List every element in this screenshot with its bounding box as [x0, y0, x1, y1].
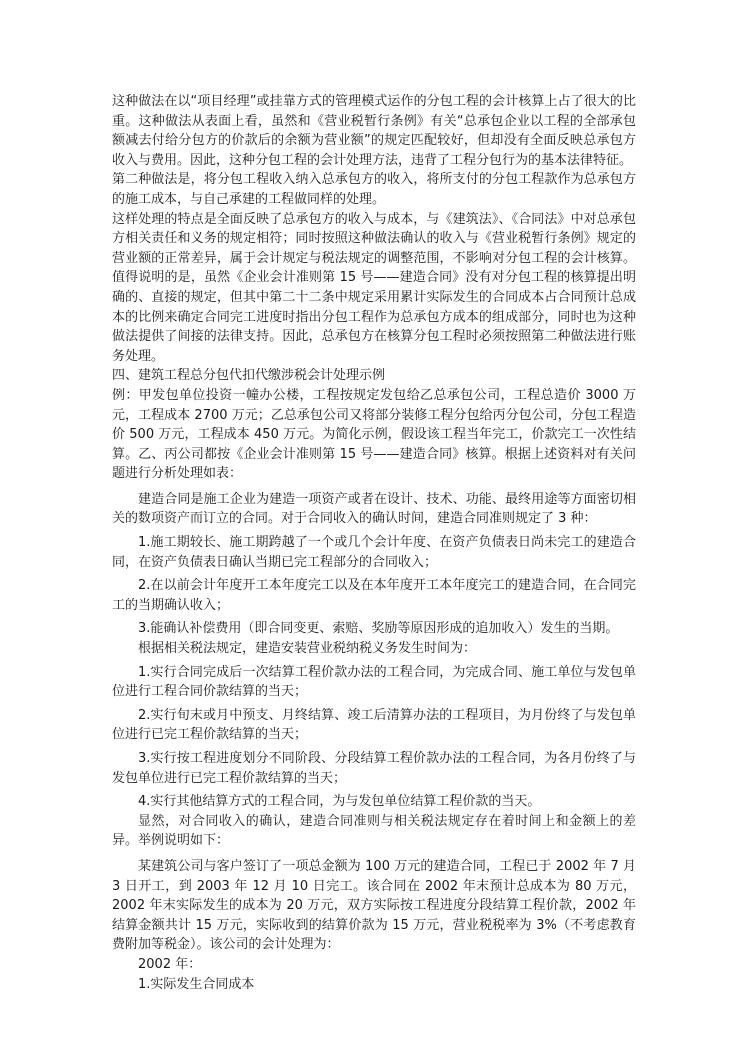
document-body [112, 92, 636, 994]
list-item-tax-3: 3.实行按工程进度划分不同阶段、分段结算工程价款办法的工程合同，为各月份终了与发包单位进行已完工程价款结算的当天； [112, 751, 636, 786]
paragraph-step-1: 1.实际发生合同成本 [138, 976, 255, 992]
list-item-recognition-2: 2.在以前会计年度开工本年度完工以及在本年度开工本年度完工的建造合同，在合同完工的当期确认收入； [112, 578, 636, 613]
list-item-tax-4: 4.实行其他结算方式的工程合同，为与发包单位结算工程价款的当天。 [138, 794, 541, 810]
paragraph-second-method-analysis: 这样处理的特点是全面反映了总承包方的收入与成本，与《建筑法》、《合同法》中对总承包方相关责任和义务的规定相符；同时按照这种做法确认的收入与《营业税暂行条例》规定的营业额的正常差异，属于会计规定与税法规定的调整范围，不影响对分包工程的会计核算。值得说明的是，虽然《企业会计准则第 15 号——建造合同》没有对分包工程的核算提出明确的、直接的规定，但其中第二十二条中规定采用累计实际发生的合同成本占合同预计总成本的比例来确定合同完工进度时指出分包工程作为总承包方成本的组成部分，同时也为这种做法提供了间接的法律支持。因此，总承包方在核算分包工程时必须按照第二种做法进行账务处理。 [112, 211, 636, 364]
list-item-tax-1: 1.实行合同完成后一次结算工程价款办法的工程合同，为完成合同、施工单位与发包单位进行工程合同价款结算的当天； [112, 664, 636, 700]
paragraph-second-method: 第二种做法是，将分包工程收入纳入总承包方的收入，将所支付的分包工程款作为总承包方的施工成本，与自己承建的工程做同样的处理。 [112, 172, 636, 207]
list-item-recognition-1: 1.施工期较长、施工期跨越了一个或几个会计年度、在资产负债表日尚未完工的建造合同，在资产负债表日确认当期已完工程部分的合同收入； [112, 535, 636, 570]
paragraph-difference: 显然，对合同收入的确认，建造合同准则与相关税法规定存在着时间上和金额上的差异。举例说明如下： [112, 813, 636, 849]
paragraph-example: 例：甲发包单位投资一幢办公楼，工程按规定发包给乙总承包公司，工程总造价 3000 万元，工程成本 2700 万元；乙总承包公司又将部分装修工程分包给丙分包公司，分包工程造价 500 万元，工程成本 450 万元。为简化示例，假设该工程当年完工，价款完工一次性结算。乙、丙公司都按《企业会计准则第 15 号——建造合同》核算。根据上述资料对有关问题进行分析处理如表： [112, 387, 636, 482]
paragraph-tax-rule-intro: 根据相关税法规定，建造安装营业税纳税义务发生时间为： [138, 641, 477, 657]
list-item-recognition-3: 3.能确认补偿费用（即合同变更、索赔、奖励等原因形成的追加收入）发生的当期。 [138, 621, 619, 637]
paragraph-year: 2002 年： [138, 956, 202, 972]
paragraph-contract-definition: 建造合同是施工企业为建造一项资产或者在设计、技术、功能、最终用途等方面密切相关的数项资产而订立的合同。对于合同收入的确认时间，建造合同准则规定了 3 种： [112, 491, 636, 527]
list-item-tax-2: 2.实行旬末或月中预支、月终结算、竣工后清算办法的工程项目，为月份终了与发包单位进行已完工程价款结算的当天； [112, 707, 636, 743]
paragraph-agency-method: 这种做法在以“项目经理”或挂靠方式的管理模式运作的分包工程的会计核算上占了很大的比重。这种做法从表面上看，虽然和《营业税暂行条例》有关“总承包企业以工程的全部承包额减去付给分包方的价款后的余额为营业额”的规定匹配较好，但却没有全面反映总承包方收入与费用。因此，这种分包工程的会计处理方法，违背了工程分包行为的基本法律特征。 [112, 94, 636, 168]
section-heading-example: 四、建筑工程总分包代扣代缴涉税会计处理示例 [112, 368, 386, 384]
paragraph-case: 某建筑公司与客户签订了一项总金额为 100 万元的建造合同，工程已于 2002 年 7 月 3 日开工，到 2003 年 12 月 10 日完工。该合同在 2002 年末预计总成本为 80 万元，2002 年末实际发生的成本为 20 万元，双方实际按工程进度分段结算工程价款，2002 年结算金额共计 15 万元，实际收到的结算价款为 15 万元，营业税税率为 3%（不考虑教育费附加等税金）。该公司的会计处理为： [112, 858, 636, 953]
